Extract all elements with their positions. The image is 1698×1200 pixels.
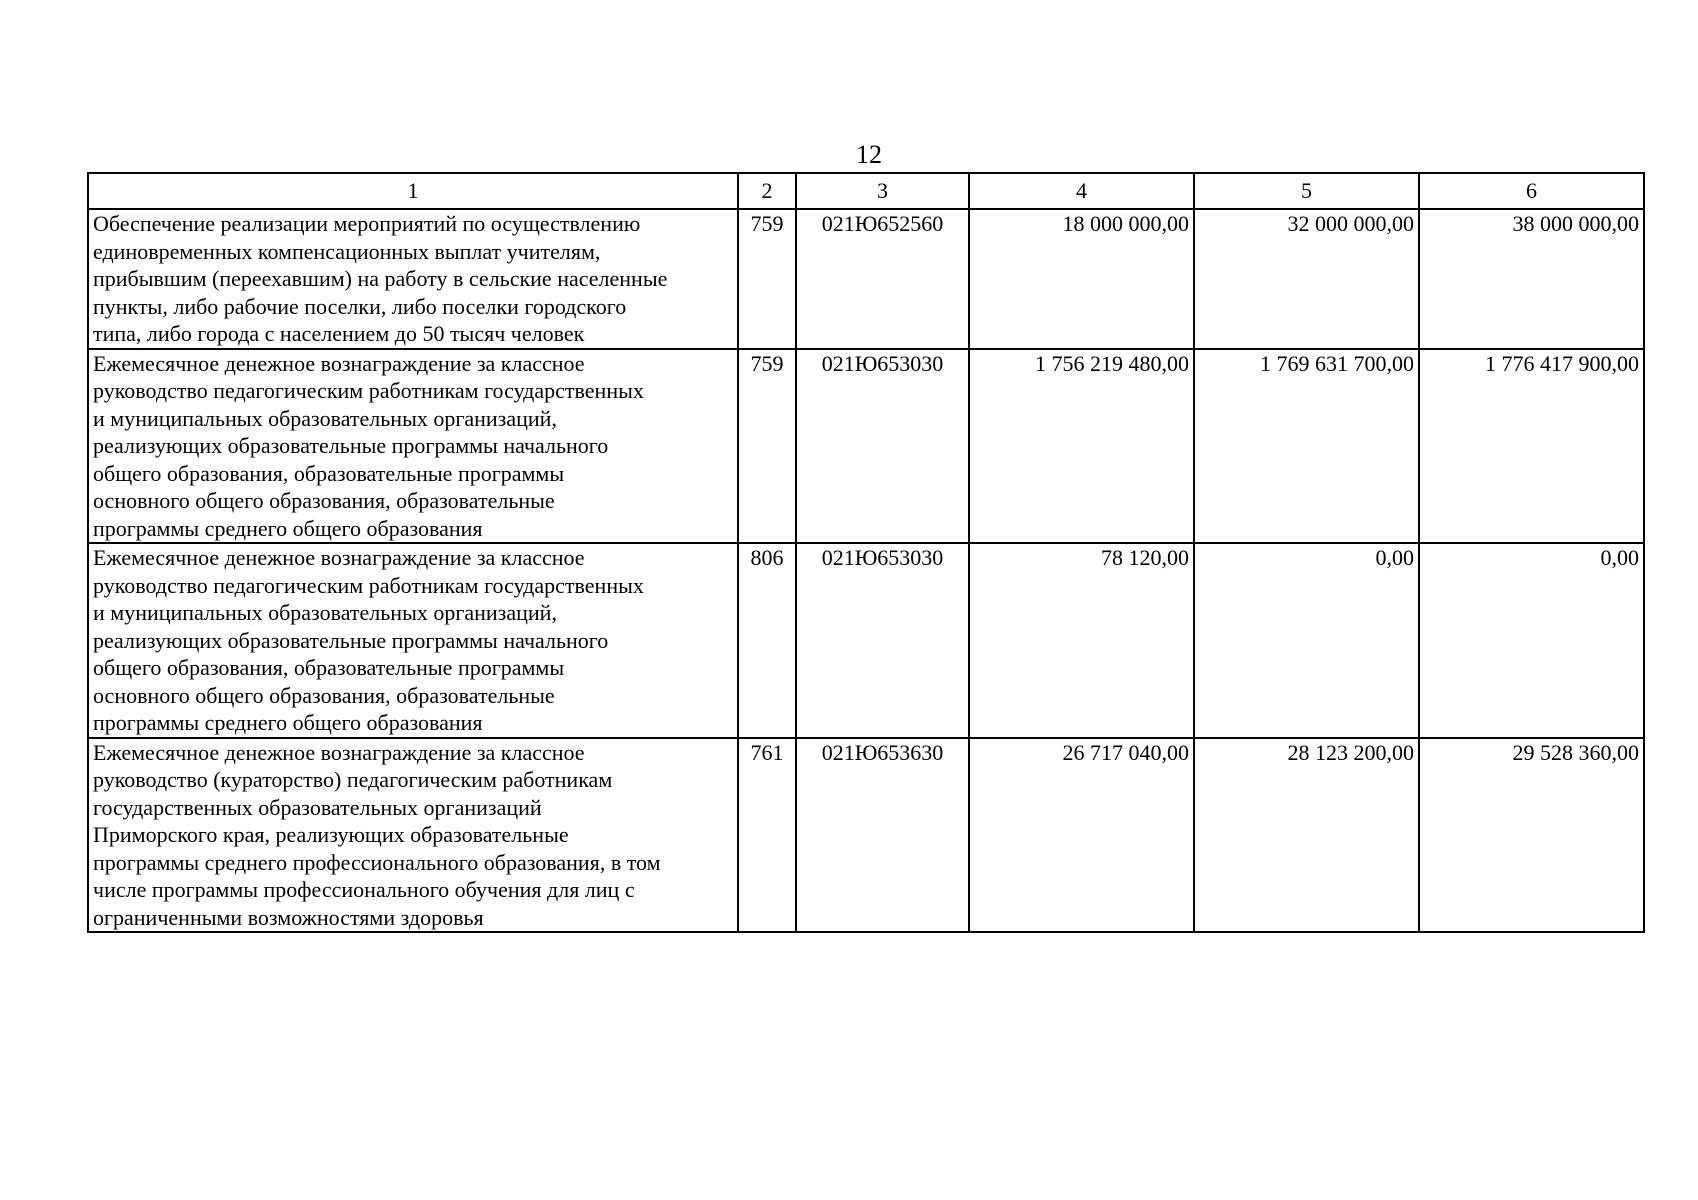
row-code: 759 xyxy=(738,209,796,349)
description-line: программы среднего профессионального образования, в том xyxy=(93,849,661,875)
header-col-5: 5 xyxy=(1194,173,1419,209)
header-col-6: 6 xyxy=(1419,173,1644,209)
row-amount-4: 78 120,00 xyxy=(969,543,1194,738)
row-kbk: 021Ю653030 xyxy=(796,543,969,738)
description-line: прибывшим (переехавшим) на работу в сельские населенные xyxy=(93,266,668,291)
description-line: Ежемесячное денежное вознаграждение за классное xyxy=(93,545,585,570)
row-code: 761 xyxy=(738,738,796,933)
description-line: Ежемесячное денежное вознаграждение за классное xyxy=(93,350,585,376)
description-line: реализующих образовательные программы начального xyxy=(93,433,609,458)
row-description xyxy=(88,738,738,933)
description-line: общего образования, образовательные программы xyxy=(93,655,565,680)
row-amount-6: 0,00 xyxy=(1419,543,1644,738)
row-amount-5: 1 769 631 700,00 xyxy=(1194,349,1419,544)
row-amount-5: 0,00 xyxy=(1194,543,1419,738)
row-amount-4: 1 756 219 480,00 xyxy=(969,349,1194,544)
description-line: ограниченными возможностями здоровья xyxy=(93,904,484,930)
description-line: государственных образовательных организаций xyxy=(93,794,542,820)
description-line: основного общего образования, образовательные xyxy=(93,488,555,513)
row-amount-6: 29 528 360,00 xyxy=(1419,738,1644,933)
row-kbk: 021Ю652560 xyxy=(796,209,969,349)
description-line: программы среднего общего образования xyxy=(93,710,483,735)
table-row xyxy=(88,543,1644,738)
budget-table xyxy=(87,172,1645,933)
table-row xyxy=(88,349,1644,544)
header-col-1: 1 xyxy=(88,173,738,209)
header-col-2: 2 xyxy=(738,173,796,209)
row-amount-4: 18 000 000,00 xyxy=(969,209,1194,349)
row-description xyxy=(88,349,738,544)
description-line: руководство педагогическим работникам государственных xyxy=(93,378,644,403)
row-amount-4: 26 717 040,00 xyxy=(969,738,1194,933)
row-description xyxy=(88,543,738,738)
header-row xyxy=(88,173,1644,209)
row-code: 759 xyxy=(738,349,796,544)
row-kbk: 021Ю653030 xyxy=(796,349,969,544)
row-description xyxy=(88,209,738,349)
table-row xyxy=(88,738,1644,933)
page-number: 12 xyxy=(856,140,882,169)
description-line: и муниципальных образовательных организаций, xyxy=(93,405,557,431)
description-line: пункты, либо рабочие поселки, либо поселки городского xyxy=(93,293,627,319)
description-line: единовременных компенсационных выплат учителям, xyxy=(93,238,601,264)
row-amount-6: 38 000 000,00 xyxy=(1419,209,1644,349)
description-line: руководство педагогическим работникам государственных xyxy=(93,572,644,598)
description-line: руководство (кураторство) педагогическим работникам xyxy=(93,767,613,792)
description-line: типа, либо города с населением до 50 тысяч человек xyxy=(93,321,585,346)
table-row xyxy=(88,209,1644,349)
row-amount-5: 32 000 000,00 xyxy=(1194,209,1419,349)
row-kbk: 021Ю653630 xyxy=(796,738,969,933)
description-line: числе программы профессионального обучения для лиц с xyxy=(93,877,635,902)
description-line: Ежемесячное денежное вознаграждение за классное xyxy=(93,739,585,765)
description-line: и муниципальных образовательных организаций, xyxy=(93,600,557,625)
row-amount-5: 28 123 200,00 xyxy=(1194,738,1419,933)
row-code: 806 xyxy=(738,543,796,738)
header-col-3: 3 xyxy=(796,173,969,209)
description-line: общего образования, образовательные программы xyxy=(93,460,565,486)
description-line: Обеспечение реализации мероприятий по осуществлению xyxy=(93,211,641,236)
description-line: реализующих образовательные программы начального xyxy=(93,627,609,653)
description-line: Приморского края, реализующих образовательные xyxy=(93,822,569,847)
header-col-4: 4 xyxy=(969,173,1194,209)
description-line: основного общего образования, образовательные xyxy=(93,682,555,708)
row-amount-6: 1 776 417 900,00 xyxy=(1419,349,1644,544)
description-line: программы среднего общего образования xyxy=(93,515,483,541)
